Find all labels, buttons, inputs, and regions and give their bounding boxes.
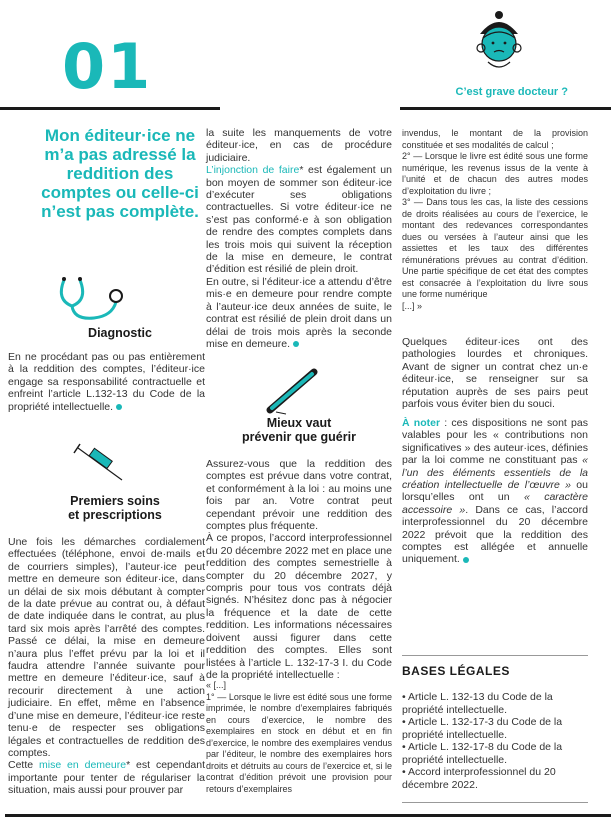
legal-rule-bottom [402, 802, 588, 803]
legal-list [402, 691, 588, 791]
thermometer-icon [262, 366, 320, 416]
col2-bottom-text: Assurez-vous que la reddition des comptes est prévue dans votre contrat, et conformément à la loi : au moins une fois par an. Votre contrat peut cependant prévoir une reddition des comptes plus fréquente. À ce propos, l’accord interprofessionnel du 20 décembre 2022 met en place une reddition des comptes semestrielle à compter du 20 décembre 2027, y compris pour tous vos contrats déjà signés. N’hésitez donc pas à négocier la fréquence et la date de cette reddition. Les informations nécessaires doivent aussi figurer dans cette reddition des comptes. Elles sont listées à l’article L. 132-17-3 I. du Code de la propriété intellectuelle : [206, 458, 392, 681]
end-dot [463, 557, 469, 563]
diagnostic-text: En ne procédant pas ou pas entièrement à la reddition des comptes, l’éditeur·ice engage sa responsabilité contractuelle et enfreint l’article L.132-13 du Code de la propriété intellectuelle. [8, 351, 205, 413]
first-aid-text: Une fois les démarches cordialement effectuées (téléphone, envoi de·mails et de courriers simples), l’auteur·ice peut mettre en demeure son éditeur·ice, dans un délai de six mois débutant à compter de la date prévue au contrat ou, à défaut de date indiquée dans le contrat, au plus tard six mois après l’arrêté des comptes. Passé ce délai, la mise en demeure n’aura plus l’effet prévu par la loi et il faudra attendre l’année suivante pour mettre en demeure l’éditeur·ice, sauf à recourir directement à une action judiciaire. En effet, même en l’absence d’une mise en demeure, l’éditeur·ice reste tenu·e de respecter ses obligations légales et contractuelles de reddition des comptes. Cette mise en demeure* est cependant importante pour tenter de régulariser la situation, mais aussi pour prouver par [8, 536, 206, 797]
legal-item: • Accord interprofessionnel du 20 décembre 2022. [402, 766, 556, 791]
col2-top-text: la suite les manquements de votre éditeur·ice, en cas de procédure judiciaire. L’injonction de faire* est également un bon moyen de sommer son éditeur·ice d’exécuter ses obligations contractuelles. Si votre éditeur·ice ne s’est pas conformé·e à son obligation de rendre des comptes complets dans les trois mois qui suivent la réception de la mise en demeure, le contrat d’édition est résilié de plein droit. En outre, si l’éditeur·ice a attendu d’être mis·e en demeure pour rendre compte à l’auteur·ice deux années de suite, le contrat est résilié de plein droit dans un délai de trois mois après la seconde mise en demeure. [206, 127, 392, 350]
note-text: À noter : ces dispositions ne sont pas valables pour les « contributions non significatives » des auteur·ices, définies par la loi comme ne constituant pas « l’un des éléments essentiels de la création intellectuelle de l’œuvre » ou lorsqu’elles ont un « caractère accessoire ». Dans ce cas, l’accord interprofessionnel du 20 décembre 2022 prévoit que la reddition des comptes est allégée et annuelle uniquement. [402, 417, 588, 566]
legal-item: • Article L. 132-17-3 du Code de la propriété intellectuelle. [402, 716, 563, 741]
header-rule-left [0, 107, 220, 110]
stethoscope-icon [50, 272, 132, 324]
prevention-heading: Mieux vaut prévenir que guérir [242, 416, 356, 444]
doctor-face-icon [470, 8, 528, 76]
diagnostic-heading: Diagnostic [88, 326, 152, 340]
end-dot [116, 404, 122, 410]
footer-rule [5, 814, 611, 817]
syringe-icon [70, 442, 130, 484]
legal-item: • Article L. 132-17-8 du Code de la propriété intellectuelle. [402, 741, 563, 766]
law-quote-continued: invendus, le montant de la provision constituée et ses modalités de calcul ; 2° — Lorsque le livre est édité sous une forme numérique, les revenus issus de la vente à l’unité et de chacun des autres modes d’exploitation du livre ; 3° — Dans tous les cas, la liste des cessions de droits réalisées au cours de l’exercice, le montant des redevances correspondantes dues ou versées à l’auteur ainsi que les assiettes et les taux des différentes rémunérations prévues au contrat d’édition. Une partie spécifique de cet état des comptes est consacrée à l’exploitation du livre sous une forme numérique [...] » [402, 128, 588, 311]
note-label: À noter [402, 417, 441, 429]
legal-item: • Article L. 132-13 du Code de la propriété intellectuelle. [402, 691, 553, 716]
injonction-link[interactable]: L’injonction de faire [206, 164, 300, 177]
first-aid-heading: Premiers soins et prescriptions [68, 494, 162, 522]
end-dot [293, 341, 299, 347]
legal-heading: BASES LÉGALES [402, 664, 510, 678]
series-title: C’est grave docteur ? [455, 86, 568, 98]
page-title: Mon éditeur·ice ne m’a pas adressé la reddition des comptes ou celle-ci n’est pas complète. [41, 126, 199, 221]
legal-rule-top [402, 655, 588, 656]
header-rule-right [400, 107, 611, 110]
law-quote-start: « [...] 1° — Lorsque le livre est édité sous une forme imprimée, le nombre d’exemplaires fabriqués en cours d’exercice, le nombre des exemplaires en stock en début et en fin d’exercice, le nombre des exemplaires vendus par l’éditeur, le nombre des exemplaires hors droits et détruits au cours de l’exercice et, si le contrat d’édition prévoit une provision pour retours d’exemplaires [206, 680, 392, 794]
pathology-text: Quelques éditeur·ices ont des pathologies lourdes et chroniques. Avant de signer un contrat chez un·e éditeur·ice, se renseigner sur sa réputation auprès de ses pairs peut parfois vous éviter bien du souci. [402, 336, 588, 411]
section-number: 01 [62, 30, 153, 103]
mise-en-demeure-link[interactable]: mise en demeure [39, 759, 127, 772]
